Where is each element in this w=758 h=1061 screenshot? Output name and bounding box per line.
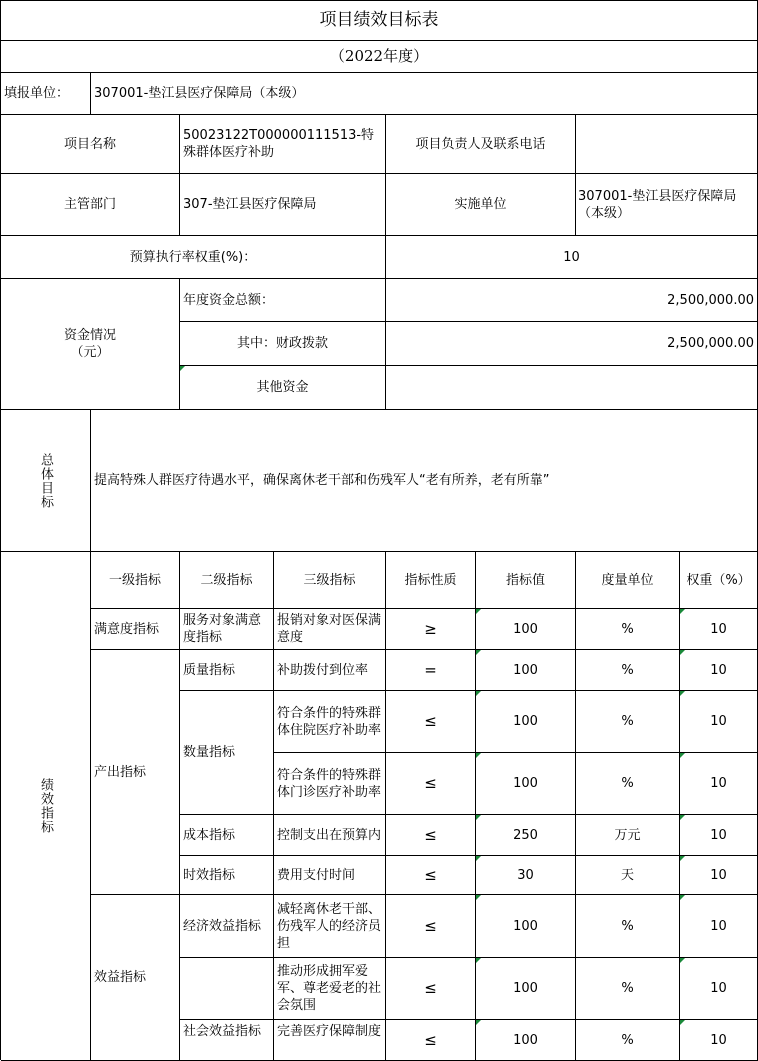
nature-cell: = — [386, 650, 476, 691]
header-value: 指标值 — [476, 552, 576, 609]
level2-social: 社会效益指标 — [180, 1020, 274, 1061]
goal-text: 提高特殊人群医疗待遇水平，确保离休老干部和伤残军人“老有所养，老有所靠” — [91, 410, 758, 552]
level2-blank — [180, 958, 274, 1020]
weight-cell: 10 — [680, 958, 758, 1020]
level3-text: 完善医疗保障制度 — [274, 1020, 386, 1061]
weight-cell: 10 — [680, 650, 758, 691]
level2-quantity: 数量指标 — [180, 691, 274, 815]
header-level2: 二级指标 — [180, 552, 274, 609]
value-cell: 100 — [476, 895, 576, 958]
impl-label: 实施单位 — [386, 174, 576, 236]
weight-cell: 10 — [680, 691, 758, 753]
weight-cell: 10 — [680, 856, 758, 895]
unit-cell: % — [576, 753, 680, 815]
nature-cell: ≥ — [386, 609, 476, 650]
funds-fiscal-label: 其中：财政拨款 — [180, 322, 386, 366]
level2-economic: 经济效益指标 — [180, 895, 274, 958]
header-level1: 一级指标 — [91, 552, 180, 609]
level3-text: 费用支付时间 — [274, 856, 386, 895]
level3-text: 减轻离休老干部、伤残军人的经济员担 — [274, 895, 386, 958]
unit-cell: % — [576, 609, 680, 650]
funds-other-label: 其他资金 — [180, 366, 386, 410]
unit-cell: % — [576, 958, 680, 1020]
value-cell: 100 — [476, 609, 576, 650]
weight-cell: 10 — [680, 753, 758, 815]
impl-value: 307001-垫江县医疗保障局（本级） — [576, 174, 758, 236]
nature-cell: ≤ — [386, 691, 476, 753]
weight-cell: 10 — [680, 895, 758, 958]
level3-text: 符合条件的特殊群体住院医疗补助率 — [274, 691, 386, 753]
nature-cell: ≤ — [386, 815, 476, 856]
table-title: 项目绩效目标表 — [1, 1, 758, 41]
nature-cell: ≤ — [386, 958, 476, 1020]
level2-cost: 成本指标 — [180, 815, 274, 856]
level3-text: 符合条件的特殊群体门诊医疗补助率 — [274, 753, 386, 815]
level3-text: 推动形成拥军爱军、尊老爱老的社会氛围 — [274, 958, 386, 1020]
project-name-value: 50023122T000000111513-特殊群体医疗补助 — [180, 115, 386, 174]
nature-cell: ≤ — [386, 895, 476, 958]
weight-cell: 10 — [680, 1020, 758, 1061]
funds-other-value — [386, 366, 758, 410]
year-label: （2022年度） — [1, 41, 758, 73]
weight-value: 10 — [386, 236, 758, 279]
funds-label: 资金情况 （元） — [1, 279, 180, 410]
unit-label: 填报单位： — [1, 73, 91, 115]
nature-cell: ≤ — [386, 1020, 476, 1061]
project-name-label: 项目名称 — [1, 115, 180, 174]
value-cell: 100 — [476, 650, 576, 691]
header-unit: 度量单位 — [576, 552, 680, 609]
unit-cell: % — [576, 895, 680, 958]
weight-label: 预算执行率权重(%)： — [1, 236, 386, 279]
dept-value: 307-垫江县医疗保障局 — [180, 174, 386, 236]
project-contact-label: 项目负责人及联系电话 — [386, 115, 576, 174]
level2-service-satisfaction: 服务对象满意度指标 — [180, 609, 274, 650]
funds-total-label: 年度资金总额： — [180, 279, 386, 322]
unit-value: 307001-垫江县医疗保障局（本级） — [91, 73, 758, 115]
value-cell: 30 — [476, 856, 576, 895]
header-nature: 指标性质 — [386, 552, 476, 609]
unit-cell: % — [576, 650, 680, 691]
project-contact-value — [576, 115, 758, 174]
value-cell: 100 — [476, 958, 576, 1020]
dept-label: 主管部门 — [1, 174, 180, 236]
funds-total-value: 2,500,000.00 — [386, 279, 758, 322]
funds-fiscal-value: 2,500,000.00 — [386, 322, 758, 366]
indicators-label: 绩效指标 — [1, 552, 91, 1061]
level2-timeliness: 时效指标 — [180, 856, 274, 895]
level3-text: 控制支出在预算内 — [274, 815, 386, 856]
nature-cell: ≤ — [386, 856, 476, 895]
unit-cell: % — [576, 1020, 680, 1061]
header-weight: 权重（%） — [680, 552, 758, 609]
value-cell: 100 — [476, 753, 576, 815]
level1-satisfaction: 满意度指标 — [91, 609, 180, 650]
level3-text: 报销对象对医保满意度 — [274, 609, 386, 650]
weight-cell: 10 — [680, 815, 758, 856]
level1-output: 产出指标 — [91, 650, 180, 895]
header-level3: 三级指标 — [274, 552, 386, 609]
unit-cell: 万元 — [576, 815, 680, 856]
weight-cell: 10 — [680, 609, 758, 650]
level3-text: 补助拨付到位率 — [274, 650, 386, 691]
goal-label: 总体目标 — [1, 410, 91, 552]
unit-cell: 天 — [576, 856, 680, 895]
value-cell: 100 — [476, 691, 576, 753]
level2-quality: 质量指标 — [180, 650, 274, 691]
unit-cell: % — [576, 691, 680, 753]
level1-benefit: 效益指标 — [91, 895, 180, 1061]
nature-cell: ≤ — [386, 753, 476, 815]
value-cell: 250 — [476, 815, 576, 856]
value-cell: 100 — [476, 1020, 576, 1061]
